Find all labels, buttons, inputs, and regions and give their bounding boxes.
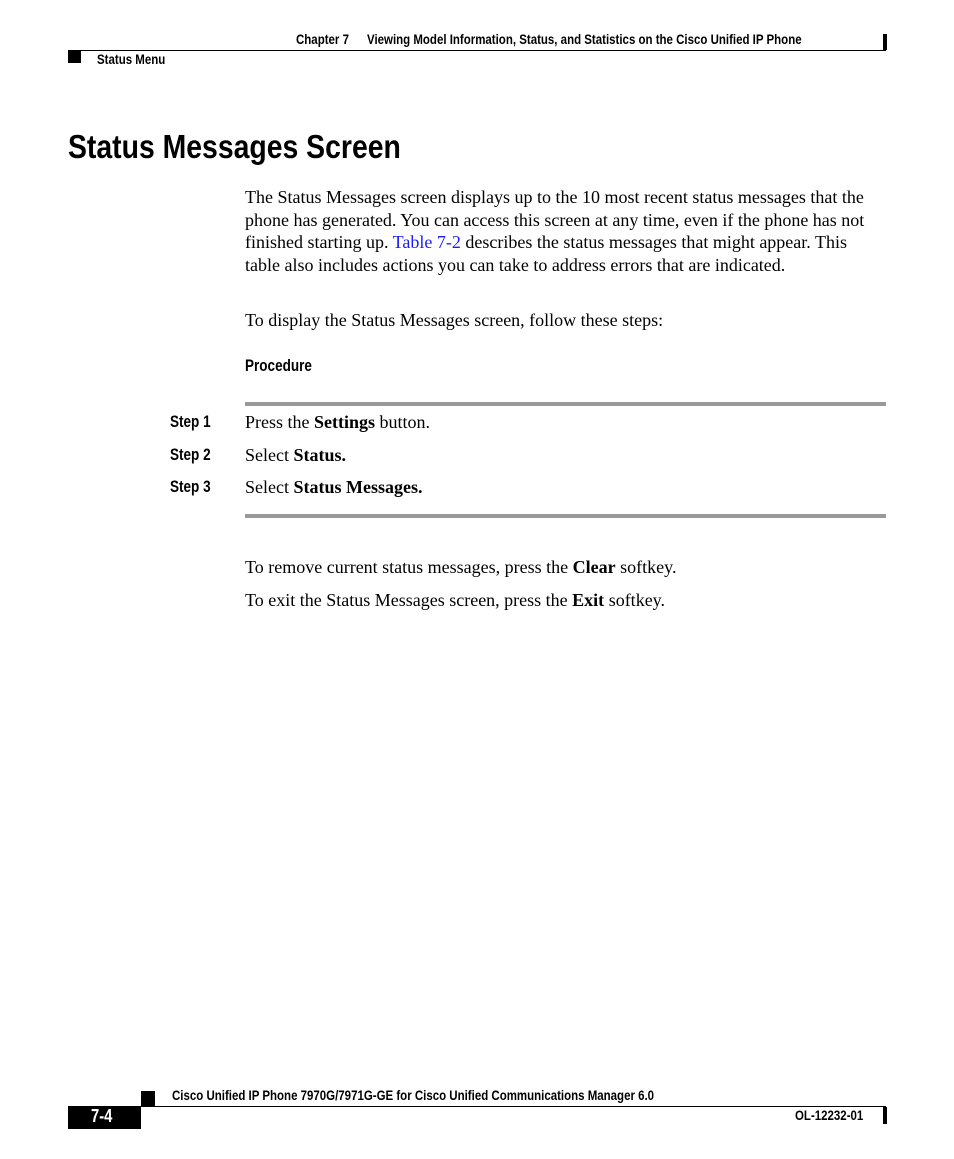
step-3-text: [245, 477, 422, 498]
clear-note-pre: To remove current status messages, press the: [245, 557, 573, 577]
procedure-heading: Procedure: [245, 357, 312, 375]
step-1-label: Step 1: [170, 413, 211, 431]
footer-doc-title: Cisco Unified IP Phone 7970G/7971G-GE for Cisco Unified Communications Manager 6.0: [172, 1087, 655, 1103]
exit-note: [245, 589, 886, 612]
step-1-bold: Settings: [314, 412, 376, 432]
procedure-top-rule: [245, 402, 886, 406]
procedure-bottom-rule: [245, 514, 886, 518]
step-3-pre: Select: [245, 477, 294, 497]
exit-note-pre: To exit the Status Messages screen, press the: [245, 590, 573, 610]
clear-note: [245, 556, 886, 579]
step-2-pre: Select: [245, 445, 294, 465]
page-title: Status Messages Screen: [68, 128, 401, 165]
doc-number: OL-12232-01: [795, 1107, 864, 1123]
lead-in-paragraph: To display the Status Messages screen, follow these steps:: [245, 310, 664, 330]
chapter-title: Viewing Model Information, Status, and Statistics on the Cisco Unified IP Phone: [366, 31, 802, 47]
section-name: Status Menu: [97, 51, 166, 67]
chapter-number: Chapter 7: [296, 31, 349, 47]
footer-marker: [141, 1091, 155, 1106]
header-marker: [68, 51, 81, 63]
page-number: 7-4: [91, 1106, 113, 1126]
header-edge-bar: [883, 34, 887, 50]
intro-text-start: The Status Messages screen displays up to the 10 most recent status messages that the phone has generated. You can access this screen at any time, even if the phone has not finished starting up.: [245, 187, 865, 253]
header-rule: [68, 50, 886, 51]
step-3-bold: Status Messages.: [293, 477, 423, 497]
step-3-label: Step 3: [170, 478, 211, 496]
exit-note-post: softkey.: [604, 590, 666, 610]
intro-text-end: describes the status messages that might appear. This table also includes actions you can take to address errors that are indicated.: [245, 232, 847, 276]
step-1-text: [245, 412, 430, 433]
intro-paragraph: [245, 186, 886, 277]
step-1-pre: Press the: [245, 412, 314, 432]
step-2-label: Step 2: [170, 446, 211, 464]
step-1-post: button.: [375, 412, 431, 432]
clear-softkey-name: Clear: [572, 557, 616, 577]
footer-edge-bar: [883, 1107, 887, 1124]
step-2-text: [245, 445, 346, 466]
table-7-2-link[interactable]: Table 7-2: [392, 232, 461, 253]
step-2-bold: Status.: [293, 445, 346, 465]
footer-rule: [141, 1106, 886, 1107]
running-header: [296, 31, 802, 47]
clear-note-post: softkey.: [615, 557, 677, 577]
exit-softkey-name: Exit: [572, 590, 605, 610]
